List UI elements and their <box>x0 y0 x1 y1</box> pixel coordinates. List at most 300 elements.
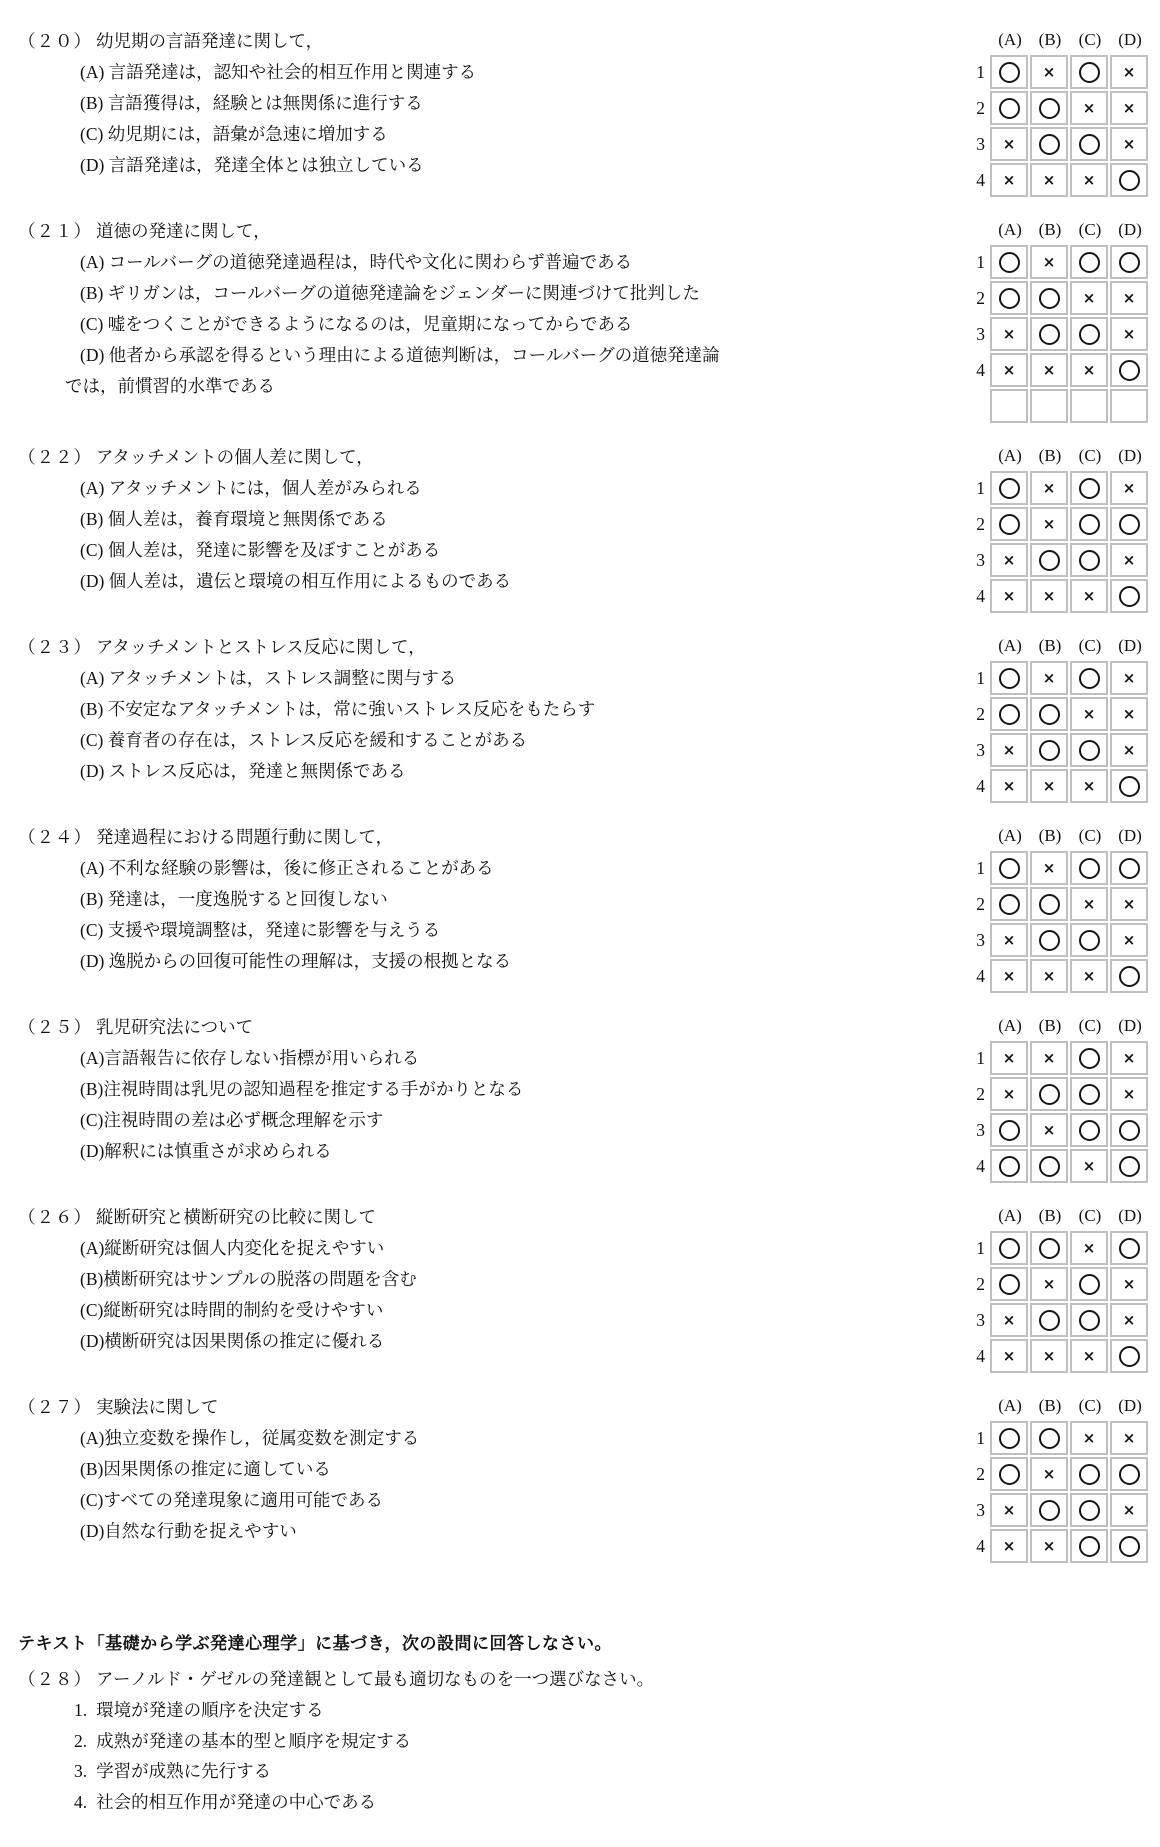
choice-text: 環境が発達の順序を決定する <box>96 1700 324 1720</box>
option-line: (A) 言語発達は，認知や社会的相互作用と関連する <box>80 62 477 82</box>
answer-col-header: (C) <box>1078 1015 1102 1035</box>
answer-cell <box>990 733 1028 767</box>
circle-mark <box>999 1238 1020 1259</box>
option-line: (C)すべての発達現象に適用可能である <box>80 1490 383 1510</box>
question-text <box>18 1012 966 1167</box>
answer-cell <box>1110 1457 1148 1491</box>
answer-cell <box>1030 733 1068 767</box>
answer-col-header: (A) <box>998 635 1022 655</box>
answer-cell <box>1070 281 1108 315</box>
option-line: (D) 言語発達は，発達全体とは独立している <box>80 155 424 175</box>
answer-col-header: (B) <box>1038 825 1062 845</box>
circle-mark <box>999 252 1020 273</box>
answer-cell <box>1110 1077 1148 1111</box>
answer-cell <box>990 1457 1028 1491</box>
continuation-line: では，前慣習的水準である <box>65 376 275 396</box>
circle-mark <box>1039 550 1060 571</box>
answer-cell <box>1070 851 1108 885</box>
answer-row-number: 2 <box>976 287 985 308</box>
answer-cell <box>1110 1529 1148 1563</box>
answer-col-header: (B) <box>1038 1015 1062 1035</box>
answer-table <box>966 26 1156 199</box>
answer-cell <box>1070 471 1108 505</box>
answer-cell <box>1110 959 1148 993</box>
answer-cell <box>1070 127 1108 161</box>
answer-cell <box>1110 887 1148 921</box>
circle-mark <box>1039 1310 1060 1331</box>
cross-mark: × <box>1082 1238 1096 1257</box>
answer-row-number: 1 <box>976 477 985 498</box>
cross-mark: × <box>1122 1500 1136 1519</box>
answer-cell <box>1070 1303 1108 1337</box>
answer-header-row <box>990 442 1156 469</box>
answer-cell <box>1110 127 1148 161</box>
answer-table <box>966 822 1156 995</box>
question-number: （２４） <box>18 827 92 847</box>
answer-grid-row <box>968 507 1148 541</box>
circle-mark <box>1079 1048 1100 1069</box>
choice-text: 成熟が発達の基本的型と順序を規定する <box>96 1730 412 1751</box>
circle-mark <box>1079 1120 1100 1141</box>
cross-mark: × <box>1082 360 1096 379</box>
circle-mark <box>999 1156 1020 1177</box>
answer-col-header: (B) <box>1038 219 1062 239</box>
answer-cell <box>990 507 1028 541</box>
answer-cell <box>990 245 1028 279</box>
answer-cell <box>1030 923 1068 957</box>
answer-grid-row <box>968 245 1148 279</box>
question-text <box>18 1392 966 1547</box>
answer-cell <box>990 1077 1028 1111</box>
answer-grid-row <box>968 1303 1148 1337</box>
question-number: （２７） <box>18 1397 92 1417</box>
circle-mark <box>1079 550 1100 571</box>
cross-mark: × <box>1002 740 1016 759</box>
answer-cell <box>1110 1303 1148 1337</box>
answer-col-header: (A) <box>998 1205 1022 1225</box>
choice-line <box>18 1695 1156 1726</box>
answer-row-number: 2 <box>976 703 985 724</box>
answer-col-header: (B) <box>1038 1395 1062 1415</box>
answer-cell <box>990 353 1028 387</box>
answer-grid-row <box>968 471 1148 505</box>
answer-cell <box>990 1493 1028 1527</box>
choice-number: 3. <box>74 1761 88 1781</box>
circle-mark <box>1079 740 1100 761</box>
answer-grid-row <box>968 697 1148 731</box>
answer-cell <box>990 471 1028 505</box>
answer-cell <box>990 1041 1028 1075</box>
answer-cell <box>990 317 1028 351</box>
circle-mark <box>1119 170 1140 191</box>
answer-cell <box>1110 923 1148 957</box>
cross-mark: × <box>1122 1428 1136 1447</box>
answer-cell <box>1070 55 1108 89</box>
answer-cell <box>1110 1339 1148 1373</box>
answer-cell <box>1030 1339 1068 1373</box>
answer-cell <box>1030 1267 1068 1301</box>
answer-cell <box>990 281 1028 315</box>
choice-line <box>18 1726 1156 1757</box>
cross-mark: × <box>1002 170 1016 189</box>
answer-row-number: 2 <box>976 1083 985 1104</box>
answer-table <box>966 216 1156 425</box>
answer-col-header: (C) <box>1078 29 1102 49</box>
question-text <box>18 632 966 787</box>
answer-col-header: (A) <box>998 445 1022 465</box>
answer-cell <box>1110 851 1148 885</box>
question-stem: 幼児期の言語発達に関して， <box>96 31 324 51</box>
answer-cell <box>1110 55 1148 89</box>
question-stem: アタッチメントの個人差に関して， <box>96 447 374 467</box>
answer-row-number: 2 <box>976 893 985 914</box>
option-line: (C) 養育者の存在は，ストレス反応を緩和することがある <box>80 730 528 750</box>
answer-cell <box>1070 579 1108 613</box>
answer-cell-empty <box>1070 389 1108 423</box>
circle-mark <box>999 478 1020 499</box>
cross-mark: × <box>1042 1536 1056 1555</box>
answer-row-number: 1 <box>976 857 985 878</box>
cross-mark: × <box>1122 134 1136 153</box>
option-line: (D) 個人差は，遺伝と環境の相互作用によるものである <box>80 571 512 591</box>
answer-cell <box>1110 281 1148 315</box>
footer-instruction: テキスト「基礎から学ぶ発達心理学」に基づき，次の設問に回答しなさい。 <box>18 1634 612 1653</box>
answer-cell <box>1070 661 1108 695</box>
answer-cell <box>1030 1113 1068 1147</box>
answer-cell <box>1070 543 1108 577</box>
question-stem-line <box>18 216 966 247</box>
circle-mark <box>1119 1346 1140 1367</box>
answer-cell <box>1030 317 1068 351</box>
option-line: (B) ギリガンは，コールバーグの道徳発達論をジェンダーに関連づけて批判した <box>80 283 700 303</box>
answer-cell <box>1070 1529 1108 1563</box>
cross-mark: × <box>1042 360 1056 379</box>
circle-mark <box>1079 478 1100 499</box>
circle-mark <box>1119 1120 1140 1141</box>
answer-col-header: (B) <box>1038 1205 1062 1225</box>
answer-col-header: (C) <box>1078 635 1102 655</box>
answer-grid-row <box>968 1267 1148 1301</box>
circle-mark <box>1079 62 1100 83</box>
answer-cell <box>1030 1529 1068 1563</box>
answer-cell <box>1110 1267 1148 1301</box>
answer-cell <box>1070 1231 1108 1265</box>
answer-col-header: (B) <box>1038 445 1062 465</box>
option-line: (D) ストレス反応は，発達と無関係である <box>80 761 406 781</box>
cross-mark: × <box>1082 704 1096 723</box>
answer-cell-empty <box>990 389 1028 423</box>
cross-mark: × <box>1002 586 1016 605</box>
cross-mark: × <box>1082 170 1096 189</box>
answer-cell <box>1070 353 1108 387</box>
answer-cell <box>1030 543 1068 577</box>
answer-grid <box>966 1229 1150 1375</box>
cross-mark: × <box>1082 1346 1096 1365</box>
question-28-stem-line <box>18 1663 1156 1695</box>
circle-mark <box>999 1464 1020 1485</box>
cross-mark: × <box>1122 894 1136 913</box>
cross-mark: × <box>1002 324 1016 343</box>
answer-cell <box>1030 471 1068 505</box>
answer-grid <box>966 659 1150 805</box>
choice-number: 4. <box>74 1791 88 1812</box>
cross-mark: × <box>1042 858 1056 877</box>
cross-mark: × <box>1122 98 1136 117</box>
question-stem: 発達過程における問題行動に関して， <box>96 827 394 847</box>
question-stem-line <box>18 822 966 853</box>
choice-number: 1. <box>74 1700 88 1720</box>
cross-mark: × <box>1082 966 1096 985</box>
question-number: （２０） <box>18 31 92 51</box>
question-number: （２２） <box>18 447 92 467</box>
question-stem-line <box>18 1392 966 1423</box>
answer-grid-row <box>968 923 1148 957</box>
answer-grid-row <box>968 769 1148 803</box>
question-stem-line <box>18 26 966 57</box>
cross-mark: × <box>1002 1536 1016 1555</box>
cross-mark: × <box>1042 1048 1056 1067</box>
cross-mark: × <box>1002 776 1016 795</box>
circle-mark <box>1039 288 1060 309</box>
answer-table <box>966 1012 1156 1185</box>
answer-cell <box>1110 353 1148 387</box>
answer-cell <box>1110 245 1148 279</box>
cross-mark: × <box>1122 1084 1136 1103</box>
answer-grid-row <box>968 887 1148 921</box>
question-28-choices <box>18 1695 1156 1817</box>
cross-mark: × <box>1122 550 1136 569</box>
option-line: (B)因果関係の推定に適している <box>80 1459 331 1479</box>
option-line: (B) 個人差は，養育環境と無関係である <box>80 509 388 529</box>
circle-mark <box>1079 514 1100 535</box>
answer-grid-row <box>968 959 1148 993</box>
answer-grid <box>966 469 1150 615</box>
question-number: （２５） <box>18 1017 92 1037</box>
answer-row-number: 2 <box>976 513 985 534</box>
circle-mark <box>999 668 1020 689</box>
answer-table <box>966 1202 1156 1375</box>
answer-cell <box>990 1267 1028 1301</box>
option-line: (B) 言語獲得は，経験とは無関係に進行する <box>80 93 423 113</box>
choice-line <box>18 1756 1156 1787</box>
answer-cell <box>1030 661 1068 695</box>
answer-col-header: (C) <box>1078 219 1102 239</box>
cross-mark: × <box>1042 668 1056 687</box>
cross-mark: × <box>1042 170 1056 189</box>
answer-cell <box>990 851 1028 885</box>
option-line: (B) 発達は，一度逸脱すると回復しない <box>80 889 388 909</box>
answer-cell <box>1030 353 1068 387</box>
circle-mark <box>999 62 1020 83</box>
circle-mark <box>1039 134 1060 155</box>
circle-mark <box>1079 930 1100 951</box>
answer-row-number: 4 <box>976 965 985 986</box>
answer-row-number: 3 <box>976 1119 985 1140</box>
option-line: (C) 幼児期には，語彙が急速に増加する <box>80 124 388 144</box>
answer-cell <box>1110 91 1148 125</box>
answer-cell <box>1030 163 1068 197</box>
cross-mark: × <box>1042 514 1056 533</box>
answer-grid-row <box>968 1231 1148 1265</box>
cross-mark: × <box>1082 894 1096 913</box>
circle-mark <box>999 98 1020 119</box>
footer-section <box>18 1629 1156 1817</box>
answer-row-number: 3 <box>976 1309 985 1330</box>
cross-mark: × <box>1122 930 1136 949</box>
cross-mark: × <box>1002 1310 1016 1329</box>
circle-mark <box>1119 858 1140 879</box>
answer-col-header: (D) <box>1118 1015 1142 1035</box>
option-line: (A) 不利な経験の影響は，後に修正されることがある <box>80 858 494 878</box>
circle-mark <box>1079 1310 1100 1331</box>
circle-mark <box>999 514 1020 535</box>
answer-cell <box>990 959 1028 993</box>
answer-cell <box>1110 579 1148 613</box>
answer-cell <box>1070 1041 1108 1075</box>
answer-cell <box>1110 1113 1148 1147</box>
circle-mark <box>1039 894 1060 915</box>
cross-mark: × <box>1002 1500 1016 1519</box>
cross-mark: × <box>1082 98 1096 117</box>
answer-grid-row <box>968 281 1148 315</box>
answer-header-row <box>990 1202 1156 1229</box>
circle-mark <box>1039 1500 1060 1521</box>
answer-col-header: (C) <box>1078 445 1102 465</box>
answer-cell <box>1110 317 1148 351</box>
answer-row-number: 4 <box>976 359 985 380</box>
answer-cell <box>990 923 1028 957</box>
option-line: (B)注視時間は乳児の認知過程を推定する手がかりとなる <box>80 1079 524 1099</box>
cross-mark: × <box>1042 966 1056 985</box>
answer-cell <box>1110 1149 1148 1183</box>
question-stem-line <box>18 632 966 663</box>
answer-col-header: (D) <box>1118 1205 1142 1225</box>
circle-mark <box>1119 360 1140 381</box>
circle-mark <box>1039 930 1060 951</box>
answer-cell <box>990 1303 1028 1337</box>
answer-col-header: (B) <box>1038 29 1062 49</box>
answer-cell <box>990 1529 1028 1563</box>
answer-grid <box>966 1039 1150 1185</box>
answer-row-number: 4 <box>976 1535 985 1556</box>
cross-mark: × <box>1042 1120 1056 1139</box>
answer-row-number-empty <box>968 389 988 423</box>
answer-row-number: 4 <box>976 1155 985 1176</box>
answer-col-header: (A) <box>998 825 1022 845</box>
answer-grid-row <box>968 1041 1148 1075</box>
cross-mark: × <box>1042 776 1056 795</box>
answer-row-number: 4 <box>976 169 985 190</box>
cross-mark: × <box>1002 1048 1016 1067</box>
answer-grid-row <box>968 163 1148 197</box>
option-line: (D) 逸脱からの回復可能性の理解は，支援の根拠となる <box>80 951 512 971</box>
answer-row-number: 1 <box>976 251 985 272</box>
answer-col-header: (C) <box>1078 1395 1102 1415</box>
circle-mark <box>1079 1536 1100 1557</box>
cross-mark: × <box>1122 1048 1136 1067</box>
answer-cell <box>1110 163 1148 197</box>
choice-text: 学習が成熟に先行する <box>96 1761 272 1781</box>
answer-cell <box>1070 1077 1108 1111</box>
answer-cell <box>990 55 1028 89</box>
answer-table <box>966 632 1156 805</box>
question-text <box>18 1202 966 1357</box>
answer-cell <box>1070 1421 1108 1455</box>
cross-mark: × <box>1082 1428 1096 1447</box>
circle-mark <box>1079 134 1100 155</box>
question-block <box>18 1012 1156 1185</box>
answer-col-header: (D) <box>1118 825 1142 845</box>
answer-cell <box>1030 1077 1068 1111</box>
answer-cell <box>1110 1041 1148 1075</box>
answer-cell <box>1110 769 1148 803</box>
circle-mark <box>999 894 1020 915</box>
answer-cell <box>1030 1041 1068 1075</box>
answer-row-number: 2 <box>976 1463 985 1484</box>
circle-mark <box>999 1274 1020 1295</box>
answer-cell <box>1030 1149 1068 1183</box>
circle-mark <box>1119 966 1140 987</box>
answer-row-number: 3 <box>976 929 985 950</box>
answer-row-number: 3 <box>976 1499 985 1520</box>
question-number: （２３） <box>18 637 92 657</box>
option-line: (D)解釈には慎重さが求められる <box>80 1141 332 1161</box>
answer-col-header: (B) <box>1038 635 1062 655</box>
cross-mark: × <box>1002 930 1016 949</box>
answer-row-number: 1 <box>976 1047 985 1068</box>
circle-mark <box>1079 1500 1100 1521</box>
circle-mark <box>999 1120 1020 1141</box>
question-stem: 乳児研究法について <box>96 1017 254 1037</box>
answer-cell <box>1030 1457 1068 1491</box>
cross-mark: × <box>1122 62 1136 81</box>
answer-grid-row <box>968 543 1148 577</box>
circle-mark <box>1079 1084 1100 1105</box>
answer-cell <box>1070 697 1108 731</box>
circle-mark <box>1039 704 1060 725</box>
option-line: (C) 個人差は，発達に影響を及ぼすことがある <box>80 540 441 560</box>
answer-cell <box>1030 281 1068 315</box>
answer-grid-row <box>968 579 1148 613</box>
answer-grid-row <box>968 851 1148 885</box>
answer-cell <box>1110 1493 1148 1527</box>
option-line: (D)自然な行動を捉えやすい <box>80 1521 297 1541</box>
answer-grid-row <box>968 1493 1148 1527</box>
question-28-number: （２８） <box>18 1669 92 1689</box>
answer-cell <box>1070 317 1108 351</box>
answer-cell <box>1110 1421 1148 1455</box>
answer-cell <box>990 1149 1028 1183</box>
cross-mark: × <box>1002 134 1016 153</box>
cross-mark: × <box>1042 478 1056 497</box>
circle-mark <box>1039 1156 1060 1177</box>
answer-row-number: 1 <box>976 61 985 82</box>
cross-mark: × <box>1042 1274 1056 1293</box>
answer-cell <box>1030 579 1068 613</box>
answer-cell <box>1110 733 1148 767</box>
answer-col-header: (A) <box>998 1395 1022 1415</box>
question-block <box>18 822 1156 995</box>
question-number: （２１） <box>18 221 92 241</box>
answer-cell <box>1070 1339 1108 1373</box>
answer-cell <box>1030 91 1068 125</box>
circle-mark <box>1079 858 1100 879</box>
answer-col-header: (C) <box>1078 1205 1102 1225</box>
answer-cell <box>990 579 1028 613</box>
circle-mark <box>999 1428 1020 1449</box>
circle-mark <box>1119 1536 1140 1557</box>
option-line: (A)言語報告に依存しない指標が用いられる <box>80 1048 420 1068</box>
